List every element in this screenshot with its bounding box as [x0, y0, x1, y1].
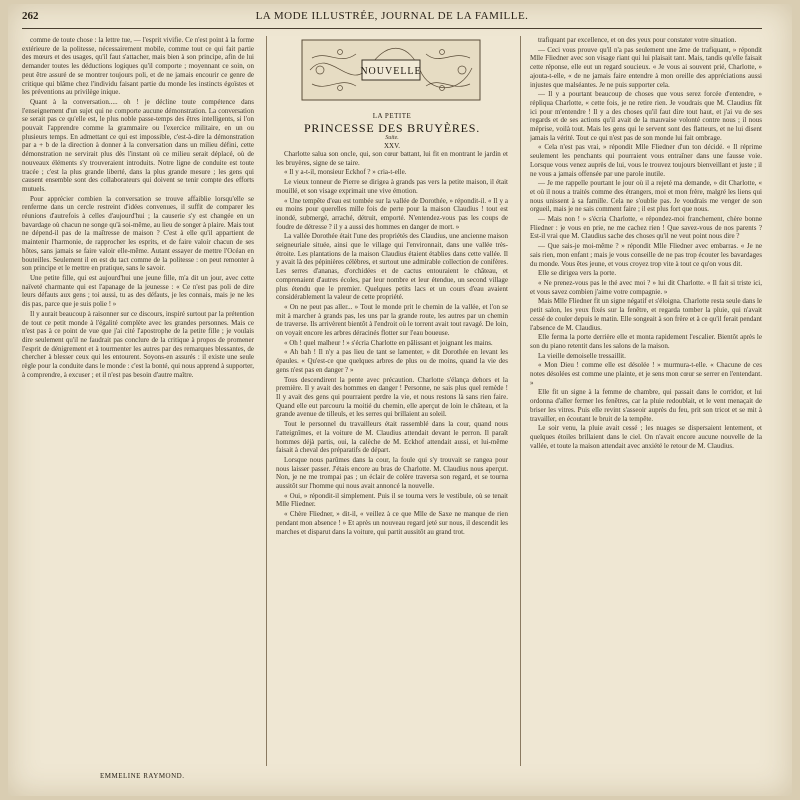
paragraph: Lorsque nous parûmes dans la cour, la foule qui s'y trouvait se rangea pour nous laisser passer. J'étais encore au bras de Charlotte. M. Claudius nous aperçut. Non, je ne me trompai pas ; un éclair de colère traversa son regard, et se tourna aussitôt sur l'homme qui nous avait annoncé la nouvelle.	[276, 455, 508, 491]
paragraph: Tous descendirent la pente avec précaution. Charlotte s'élança dehors et la première. Il y avait des hommes en danger ! Personne, ne sais plus quel remède ! Il y avait des gens qui pourraient perdre la vie, et nous restons là sans rien faire. Quand elle eut parcouru la moitié du chemin, elle aperçut de loin le château, et la grande avenue de tilleuls, et les serres qui brillaient au soleil.	[276, 375, 508, 419]
paragraph: — Mais non ! » s'écria Charlotte, « répondez-moi franchement, chère bonne Fliedner : je vous en prie, ne me cachez rien ! Que savez-vous de nos parents ? Est-il vrai que M. Claudius sache des choses qu'il ne veut point nous dire ?	[530, 215, 762, 241]
paragraph: Le vieux tonneur de Pierre se dirigea à grands pas vers la petite maison, il était mouillé, et son visage exprimait une vive émotion.	[276, 178, 508, 195]
paragraph: La vieille demoiselle tressaillit.	[538, 351, 626, 360]
paragraph: « Mon Dieu ! comme elle est désolée ! » murmura-t-elle. « Chacune de ces notes désolées est comme une plainte, et je sens mon cœur se serrer en l'entendant. »	[530, 361, 762, 387]
paragraph: — Que sais-je moi-même ? » répondit Mlle Fliedner avec embarras. « Je ne sais rien, mon enfant ; mais je vous conseille de ne pas trop écouter les bavardages du monde. Vous êtes jeune, et vous croyez trop vite à tout ce qu'on vous dit.	[530, 242, 762, 268]
chapter-number: XXV.	[383, 142, 400, 150]
paragraph: « On ne peut pas aller... » Tout le monde prit le chemin de la vallée, et l'on se mit à marcher à grands pas, les uns par la grande route, les autres par un chemin de traverse. Ils arrivèrent bientôt à l'endroit où le torrent avait tout ravagé. De loin, on voyait encore les arbres déracinés flotter sur l'eau boueuse.	[276, 302, 508, 338]
paragraph: « Cela n'est pas vrai, » répondit Mlle Fliedner d'un ton décidé. « Il réprime seulement les penchants qui pourraient vous entraîner dans une fausse voie. Lorsque vous venez auprès de lui, vous le trouvez toujours bienveillant et juste ; il ne vous a jamais offensée par une parole inutile.	[530, 143, 762, 178]
paragraph: Le soir venu, la pluie avait cessé ; les nuages se dispersaient lentement, et quelques étoiles brillaient dans le ciel. On n'avait encore aucune nouvelle de la vallée, et toute la maison attendait avec anxiété le retour de M. Claudius.	[530, 424, 762, 450]
article-kicker: LA PETITE	[372, 112, 412, 120]
paragraph: trafiquant par excellence, et on des yeux pour constater votre situation.	[538, 36, 737, 44]
column-right	[530, 36, 762, 766]
header-rule	[22, 28, 762, 29]
paragraph: Pour apprécier combien la conversation se trouve affaiblie lorsqu'elle se renferme dans un cercle restreint d'idées convenues, il suffit de comparer les réunions d'autrefois à celles d'aujourd'hui ; la causerie s'y est changée en un bavardage où chacun ne songe qu'à soi-même, au lieu de songer à plaire. Mais tout ne dépend-il pas de la maîtresse de maison ? C'est à elle qu'il appartient de maintenir l'harmonie, de rapprocher les esprits, et de faire valoir chacun de ses hôtes, sans jamais se faire valoir elle-même. Autant essayer de mettre l'Océan en bouteilles. Seulement il en est du tact comme de la politesse : on peut remonter à son principe et le mettre en pratique, sans le savoir.	[22, 194, 254, 273]
paragraph: Tout le personnel du travailleurs était rassemblé dans la cour, quand nous l'atteignîmes, et la voiture de M. Claudius attendait devant le perron. Il paraît hommes déjà partis, oui, la calèche de M. Eckhof attendait aussi, et lui-même faisait à cheval des préparatifs de départ.	[276, 420, 508, 455]
column-left	[22, 36, 254, 766]
article-title: PRINCESSE DES BRUYÈRES.	[303, 121, 481, 135]
column-divider	[266, 36, 267, 766]
vignette-label: NOUVELLE	[360, 66, 422, 77]
paragraph: Mais Mlle Fliedner fit un signe négatif et s'éloigna. Charlotte resta seule dans le petit salon, les yeux fixés sur la fenêtre, et regarda tomber la pluie, qui n'avait cessé de couler depuis le matin. Elle songeait à son frère et à ce qu'il ferait pendant l'absence de M. Claudius.	[530, 297, 762, 332]
paragraph: Il y aurait beaucoup à raisonner sur ce discours, inspiré surtout par la prétention de tout ce petit monde à l'égalité complète avec les grandes personnes. Mais ce n'est pas à ce point de vue que j'ai cité l'apostrophe de la petite fille ; je voulais dire seulement qu'il ne faudrait pas conclure de la critique à propos de promener l'esprit de dénigrement et à tourmenter les autres par des remarques blessantes, de chercher à blesser ceux qui les entourent. Soyons-en assurés : il existe une seule règle pour la conduite dans le monde : c'est la bonté, qui nous apprend à supporter, à comprendre, à excuser ; et il n'est pas besoin d'autre maître.	[22, 309, 254, 379]
paragraph: « Il y a-t-il, monsieur Eckhof ? » cria-t-elle.	[284, 168, 407, 177]
paragraph: « Oh ! quel malheur ! » s'écria Charlotte en pâlissant et joignant les mains.	[284, 338, 493, 347]
page-number: 262	[22, 10, 39, 22]
nouvelle-vignette	[300, 36, 482, 104]
column-middle	[276, 150, 508, 766]
journal-title: LA MODE ILLUSTRÉE, JOURNAL DE LA FAMILLE.	[255, 10, 529, 22]
paragraph: La vallée Dorothée était l'une des propriétés des Claudius, une ancienne maison seigneuriale située, ainsi que le village qui l'environnait, dans une vallée très-étroite. Les plantations de la maison Claudius étaient établies dans cette vallée. Il y avait là des pépinières célèbres, et surtout une admirable collection de conifères. Les serres d'ananas, d'orchidées et de cactus entouraient le château, et comprenaient d'autres écoles, par leur nombre et leur étendue, un second village plus étendu que le premier. Quelques petits lacs et un cours d'eau avaient considérablement la valeur de cette propriété.	[276, 232, 508, 302]
paragraph: « Oui, » répondit-il simplement. Puis il se tourna vers le vestibule, où se tenait Mlle Fliedner.	[276, 491, 508, 509]
paragraph: — Il y a pourtant beaucoup de choses que vous serez forcée d'entendre, » répliqua Charlotte, « cette fois, je ne retire rien. Je voudrais que M. Claudius fût ici pour m'entendre ! Il y a des choses qu'il faut dire tout haut, et j'ai vu de ses regards et de ses actions qu'il avait de la mauvaise volonté contre nous ; il nous méprise, voilà tout. Mais les gens qui le servent sont des flatteurs, et ne lui disent jamais la vérité. Tout ce qui n'est pas de son monde lui fait ombrage.	[530, 90, 762, 142]
paragraph: Elle fit un signe à la femme de chambre, qui passait dans le corridor, et lui ordonna d'aller fermer les fenêtres, car la pluie redoublait, et le vent menaçait de briser les vitres. Puis elle revint s'asseoir auprès du feu, prit son tricot et se mit à travailler, en écoutant le bruit de la tempête.	[530, 388, 762, 423]
column-divider	[520, 36, 521, 766]
paragraph: « Chère Fliedner, » dit-il, « veillez à ce que Mlle de Saxe ne manque de rien pendant mon absence ! » Et après un nouveau regard jeté sur nous, il descendit les marches et disparut dans la voiture, qui partit aussitôt au grand trot.	[276, 510, 508, 536]
paragraph: « Ah bah ! Il n'y a pas lieu de tant se lamenter, » dit Dorothée en levant les épaules. « Qu'est-ce que quelques arbres de plus ou de moins, quand la vie des gens n'est pas en danger ? »	[276, 348, 508, 374]
author-signature: EMMELINE RAYMOND.	[100, 772, 185, 780]
paragraph: « Une tempête d'eau est tombée sur la vallée de Dorothée, » répondit-il. « Il y a eu moins pour querelles mille fois de perte pour la maison Claudius ! tout est inondé, submergé, arraché, détruit, emporté. N'entendez-vous pas les coups de foudre de détresse ? il y a aussi des hommes en danger de mort. »	[276, 196, 508, 231]
paragraph: Quant à la conversation..... oh ! je décline toute compétence dans l'enseignement d'un sujet qui ne comporte aucune démonstration. La conversation se serait pas ce qu'elle est, le plus noble passe-temps des êtres intelligents, si l'on pouvait l'apprendre comme la grammaire ou l'exercice militaire, en un ou plusieurs temps. En admettant ce qui est impossible, c'est-à-dire la démonstration par a + b de la direction à donner à la conversation dans un milieu défini, cette démonstration ne servirait plus dès l'instant où ce milieu serait déplacé, où de nouveaux éléments s'y trouveraient introduits. Notre ligne de conduite est toute tracée ; c'est la plus grande liberté, dans la plus grande mesure ; les gens qui causent ensemble sont des collaborateurs qui doivent se tenir compte des efforts mutuels.	[22, 97, 254, 193]
paragraph: Elle ferma la porte derrière elle et monta rapidement l'escalier. Bientôt après le son du piano retentit dans les salons de la maison.	[530, 333, 762, 350]
paragraph: Charlotte salua son oncle, qui, son cœur battant, lui fit en montrant le jardin et les bruyères, signe de se taire.	[276, 150, 508, 167]
paragraph: « Ne prenez-vous pas le thé avec moi ? » lui dit Charlotte. « Il fait si triste ici, et vous savez combien j'aime votre compagnie. »	[530, 278, 762, 296]
article-suite: Suite.	[385, 135, 399, 141]
paragraph: — Je me rappelle pourtant le jour où il a rejeté ma demande, » dit Charlotte, « et où il nous a traités comme des étrangers, moi et mon frère, malgré les liens qui nous unissent à sa famille. Cela ne s'oublie pas. Je voudrais me venger de son orgueil, mais je ne sais comment faire ; il est plus fort que nous.	[530, 179, 762, 214]
paragraph: comme de toute chose : la lettre tue, — l'esprit vivifie. Ce n'est point à la forme extérieure de la politesse, nécessairement mobile, comme tout ce qui fait partie des mœurs et des usages, qu'il faut s'attacher, mais bien à son principe, afin de lui demander toutes les déductions logiques qu'il comporte ; moyennant ce soin, on peut être assuré de se montrer toujours poli, et de ne jamais encourir ce genre de critique qui blâme chez l'individu faisant partie du monde les instincts égoïstes et les préventions au privilège inique.	[22, 36, 254, 97]
paragraph: Elle se dirigea vers la porte.	[538, 269, 617, 278]
paragraph: — Ceci vous prouve qu'il n'a pas seulement une âme de trafiquant, » répondit Mlle Fliedner avec son visage riant qui lui plaisait tant. Mais, tandis qu'elle faisait cette réponse, elle eut un regard soucieux. « Je vous ai souvent prié, Charlotte, » ajouta-t-elle, « de ne jamais faire entendre à mon oreille des appréciations aussi injustes que malséantes. Je ne puis supporter cela.	[530, 45, 762, 89]
paragraph: Une petite fille, qui est aujourd'hui une jeune fille, m'a dit un jour, avec cette naïveté charmante qui est l'apanage de la jeunesse : « Ce n'est pas poli de dire leurs défauts aux gens ; toi aussi, tu as des défauts, je les connais, mais je ne les dis pas, parce que je suis polie ! »	[22, 273, 254, 309]
page-header	[22, 10, 762, 26]
